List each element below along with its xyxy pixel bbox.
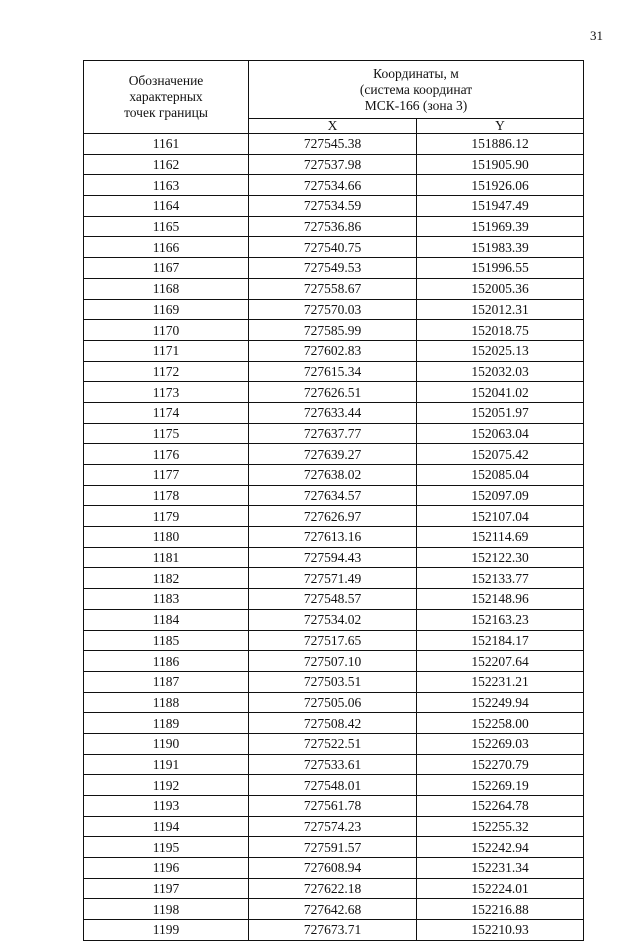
table-row (84, 651, 584, 672)
x-coordinate-cell: 727548.57 (249, 589, 417, 610)
point-id-cell: 1190 (84, 733, 249, 754)
x-coordinate-cell: 727642.68 (249, 899, 417, 920)
table-row (84, 465, 584, 486)
point-id-cell: 1193 (84, 796, 249, 817)
point-id-cell: 1165 (84, 216, 249, 237)
x-coordinate-cell: 727503.51 (249, 671, 417, 692)
table-row (84, 382, 584, 403)
table-row (84, 816, 584, 837)
y-column-header: Y (417, 119, 584, 134)
page-number: 31 (590, 28, 603, 43)
table-row (84, 423, 584, 444)
y-coordinate-cell: 152264.78 (417, 796, 584, 817)
y-coordinate-cell: 152122.30 (417, 547, 584, 568)
point-id-cell: 1198 (84, 899, 249, 920)
table-row (84, 568, 584, 589)
y-coordinate-cell: 151947.49 (417, 196, 584, 217)
y-coordinate-cell: 152041.02 (417, 382, 584, 403)
point-id-cell: 1184 (84, 609, 249, 630)
point-label-line: точек границы (124, 105, 208, 120)
table-row (84, 920, 584, 941)
y-coordinate-cell: 152097.09 (417, 485, 584, 506)
y-coordinate-cell: 152114.69 (417, 527, 584, 548)
x-coordinate-cell: 727537.98 (249, 154, 417, 175)
table-row (84, 547, 584, 568)
point-id-cell: 1176 (84, 444, 249, 465)
y-coordinate-cell: 151926.06 (417, 175, 584, 196)
table-row (84, 216, 584, 237)
x-coordinate-cell: 727534.66 (249, 175, 417, 196)
table-row (84, 671, 584, 692)
point-id-cell: 1197 (84, 878, 249, 899)
point-id-cell: 1171 (84, 340, 249, 361)
x-coordinate-cell: 727534.59 (249, 196, 417, 217)
table-row (84, 527, 584, 548)
x-coordinate-cell: 727545.38 (249, 134, 417, 155)
coordinates-table (83, 60, 584, 941)
table-row (84, 237, 584, 258)
y-coordinate-cell: 152270.79 (417, 754, 584, 775)
table-row (84, 692, 584, 713)
x-coordinate-cell: 727508.42 (249, 713, 417, 734)
y-coordinate-cell: 152005.36 (417, 278, 584, 299)
table-row (84, 278, 584, 299)
table-row (84, 858, 584, 879)
y-coordinate-cell: 151983.39 (417, 237, 584, 258)
x-coordinate-cell: 727626.97 (249, 506, 417, 527)
point-label-header (84, 61, 249, 134)
x-coordinate-cell: 727558.67 (249, 278, 417, 299)
x-coordinate-cell: 727548.01 (249, 775, 417, 796)
table-row (84, 713, 584, 734)
point-id-cell: 1163 (84, 175, 249, 196)
x-coordinate-cell: 727634.57 (249, 485, 417, 506)
x-coordinate-cell: 727608.94 (249, 858, 417, 879)
table-row (84, 609, 584, 630)
table-header (84, 61, 584, 134)
point-id-cell: 1180 (84, 527, 249, 548)
coords-label-header (249, 61, 584, 119)
table-row (84, 175, 584, 196)
x-coordinate-cell: 727536.86 (249, 216, 417, 237)
y-coordinate-cell: 152051.97 (417, 402, 584, 423)
x-coordinate-cell: 727639.27 (249, 444, 417, 465)
point-id-cell: 1164 (84, 196, 249, 217)
y-coordinate-cell: 152231.21 (417, 671, 584, 692)
x-coordinate-cell: 727540.75 (249, 237, 417, 258)
y-coordinate-cell: 152207.64 (417, 651, 584, 672)
point-id-cell: 1195 (84, 837, 249, 858)
table-row (84, 154, 584, 175)
point-id-cell: 1192 (84, 775, 249, 796)
table-row (84, 361, 584, 382)
y-coordinate-cell: 152210.93 (417, 920, 584, 941)
y-coordinate-cell: 152184.17 (417, 630, 584, 651)
point-id-cell: 1188 (84, 692, 249, 713)
point-id-cell: 1178 (84, 485, 249, 506)
y-coordinate-cell: 152231.34 (417, 858, 584, 879)
y-coordinate-cell: 152025.13 (417, 340, 584, 361)
x-coordinate-cell: 727505.06 (249, 692, 417, 713)
table-row (84, 837, 584, 858)
x-coordinate-cell: 727633.44 (249, 402, 417, 423)
coords-label-line: (система координат (359, 81, 473, 97)
table-row (84, 630, 584, 651)
y-coordinate-cell: 152133.77 (417, 568, 584, 589)
y-coordinate-cell: 151996.55 (417, 258, 584, 279)
x-coordinate-cell: 727570.03 (249, 299, 417, 320)
point-id-cell: 1169 (84, 299, 249, 320)
x-coordinate-cell: 727613.16 (249, 527, 417, 548)
y-coordinate-cell: 152107.04 (417, 506, 584, 527)
y-coordinate-cell: 151905.90 (417, 154, 584, 175)
table-row (84, 775, 584, 796)
point-id-cell: 1199 (84, 920, 249, 941)
coords-label-line: Координаты, м (373, 65, 459, 81)
point-id-cell: 1191 (84, 754, 249, 775)
x-coordinate-cell: 727571.49 (249, 568, 417, 589)
point-id-cell: 1174 (84, 402, 249, 423)
point-id-cell: 1194 (84, 816, 249, 837)
y-coordinate-cell: 152163.23 (417, 609, 584, 630)
point-id-cell: 1175 (84, 423, 249, 444)
x-coordinate-cell: 727602.83 (249, 340, 417, 361)
coords-label-line: МСК-166 (зона 3) (364, 97, 468, 113)
table-body (84, 134, 584, 941)
table-row (84, 320, 584, 341)
y-coordinate-cell: 152075.42 (417, 444, 584, 465)
y-coordinate-cell: 152258.00 (417, 713, 584, 734)
x-coordinate-cell: 727615.34 (249, 361, 417, 382)
table-row (84, 733, 584, 754)
point-id-cell: 1167 (84, 258, 249, 279)
y-coordinate-cell: 151969.39 (417, 216, 584, 237)
x-coordinate-cell: 727533.61 (249, 754, 417, 775)
table-row (84, 444, 584, 465)
x-coordinate-cell: 727574.23 (249, 816, 417, 837)
point-id-cell: 1181 (84, 547, 249, 568)
point-label-line: характерных (129, 89, 203, 104)
point-id-cell: 1185 (84, 630, 249, 651)
table-row (84, 134, 584, 155)
x-coordinate-cell: 727517.65 (249, 630, 417, 651)
table-row (84, 796, 584, 817)
point-id-cell: 1187 (84, 671, 249, 692)
x-coordinate-cell: 727585.99 (249, 320, 417, 341)
table-row (84, 485, 584, 506)
table-row (84, 340, 584, 361)
point-label-line: Обозначение (128, 73, 204, 88)
table-row (84, 402, 584, 423)
x-coordinate-cell: 727534.02 (249, 609, 417, 630)
x-coordinate-cell: 727637.77 (249, 423, 417, 444)
x-coordinate-cell: 727622.18 (249, 878, 417, 899)
y-coordinate-cell: 152012.31 (417, 299, 584, 320)
point-id-cell: 1177 (84, 465, 249, 486)
point-id-cell: 1186 (84, 651, 249, 672)
y-coordinate-cell: 152255.32 (417, 816, 584, 837)
y-coordinate-cell: 151886.12 (417, 134, 584, 155)
x-coordinate-cell: 727594.43 (249, 547, 417, 568)
y-coordinate-cell: 152224.01 (417, 878, 584, 899)
point-id-cell: 1196 (84, 858, 249, 879)
point-id-cell: 1162 (84, 154, 249, 175)
x-coordinate-cell: 727561.78 (249, 796, 417, 817)
table-row (84, 196, 584, 217)
y-coordinate-cell: 152063.04 (417, 423, 584, 444)
point-id-cell: 1161 (84, 134, 249, 155)
y-coordinate-cell: 152032.03 (417, 361, 584, 382)
table-row (84, 299, 584, 320)
y-coordinate-cell: 152269.19 (417, 775, 584, 796)
y-coordinate-cell: 152216.88 (417, 899, 584, 920)
point-id-cell: 1182 (84, 568, 249, 589)
table-row (84, 258, 584, 279)
x-coordinate-cell: 727626.51 (249, 382, 417, 403)
point-id-cell: 1170 (84, 320, 249, 341)
y-coordinate-cell: 152085.04 (417, 465, 584, 486)
point-id-cell: 1172 (84, 361, 249, 382)
x-coordinate-cell: 727549.53 (249, 258, 417, 279)
x-coordinate-cell: 727638.02 (249, 465, 417, 486)
table-row (84, 878, 584, 899)
y-coordinate-cell: 152018.75 (417, 320, 584, 341)
table-row (84, 899, 584, 920)
point-id-cell: 1173 (84, 382, 249, 403)
y-coordinate-cell: 152249.94 (417, 692, 584, 713)
y-coordinate-cell: 152148.96 (417, 589, 584, 610)
point-id-cell: 1168 (84, 278, 249, 299)
table-row (84, 506, 584, 527)
table-row (84, 754, 584, 775)
point-id-cell: 1189 (84, 713, 249, 734)
x-coordinate-cell: 727507.10 (249, 651, 417, 672)
x-coordinate-cell: 727673.71 (249, 920, 417, 941)
point-id-cell: 1166 (84, 237, 249, 258)
y-coordinate-cell: 152242.94 (417, 837, 584, 858)
point-id-cell: 1183 (84, 589, 249, 610)
x-coordinate-cell: 727522.51 (249, 733, 417, 754)
table-row (84, 589, 584, 610)
point-id-cell: 1179 (84, 506, 249, 527)
x-coordinate-cell: 727591.57 (249, 837, 417, 858)
y-coordinate-cell: 152269.03 (417, 733, 584, 754)
x-column-header: X (249, 119, 417, 134)
